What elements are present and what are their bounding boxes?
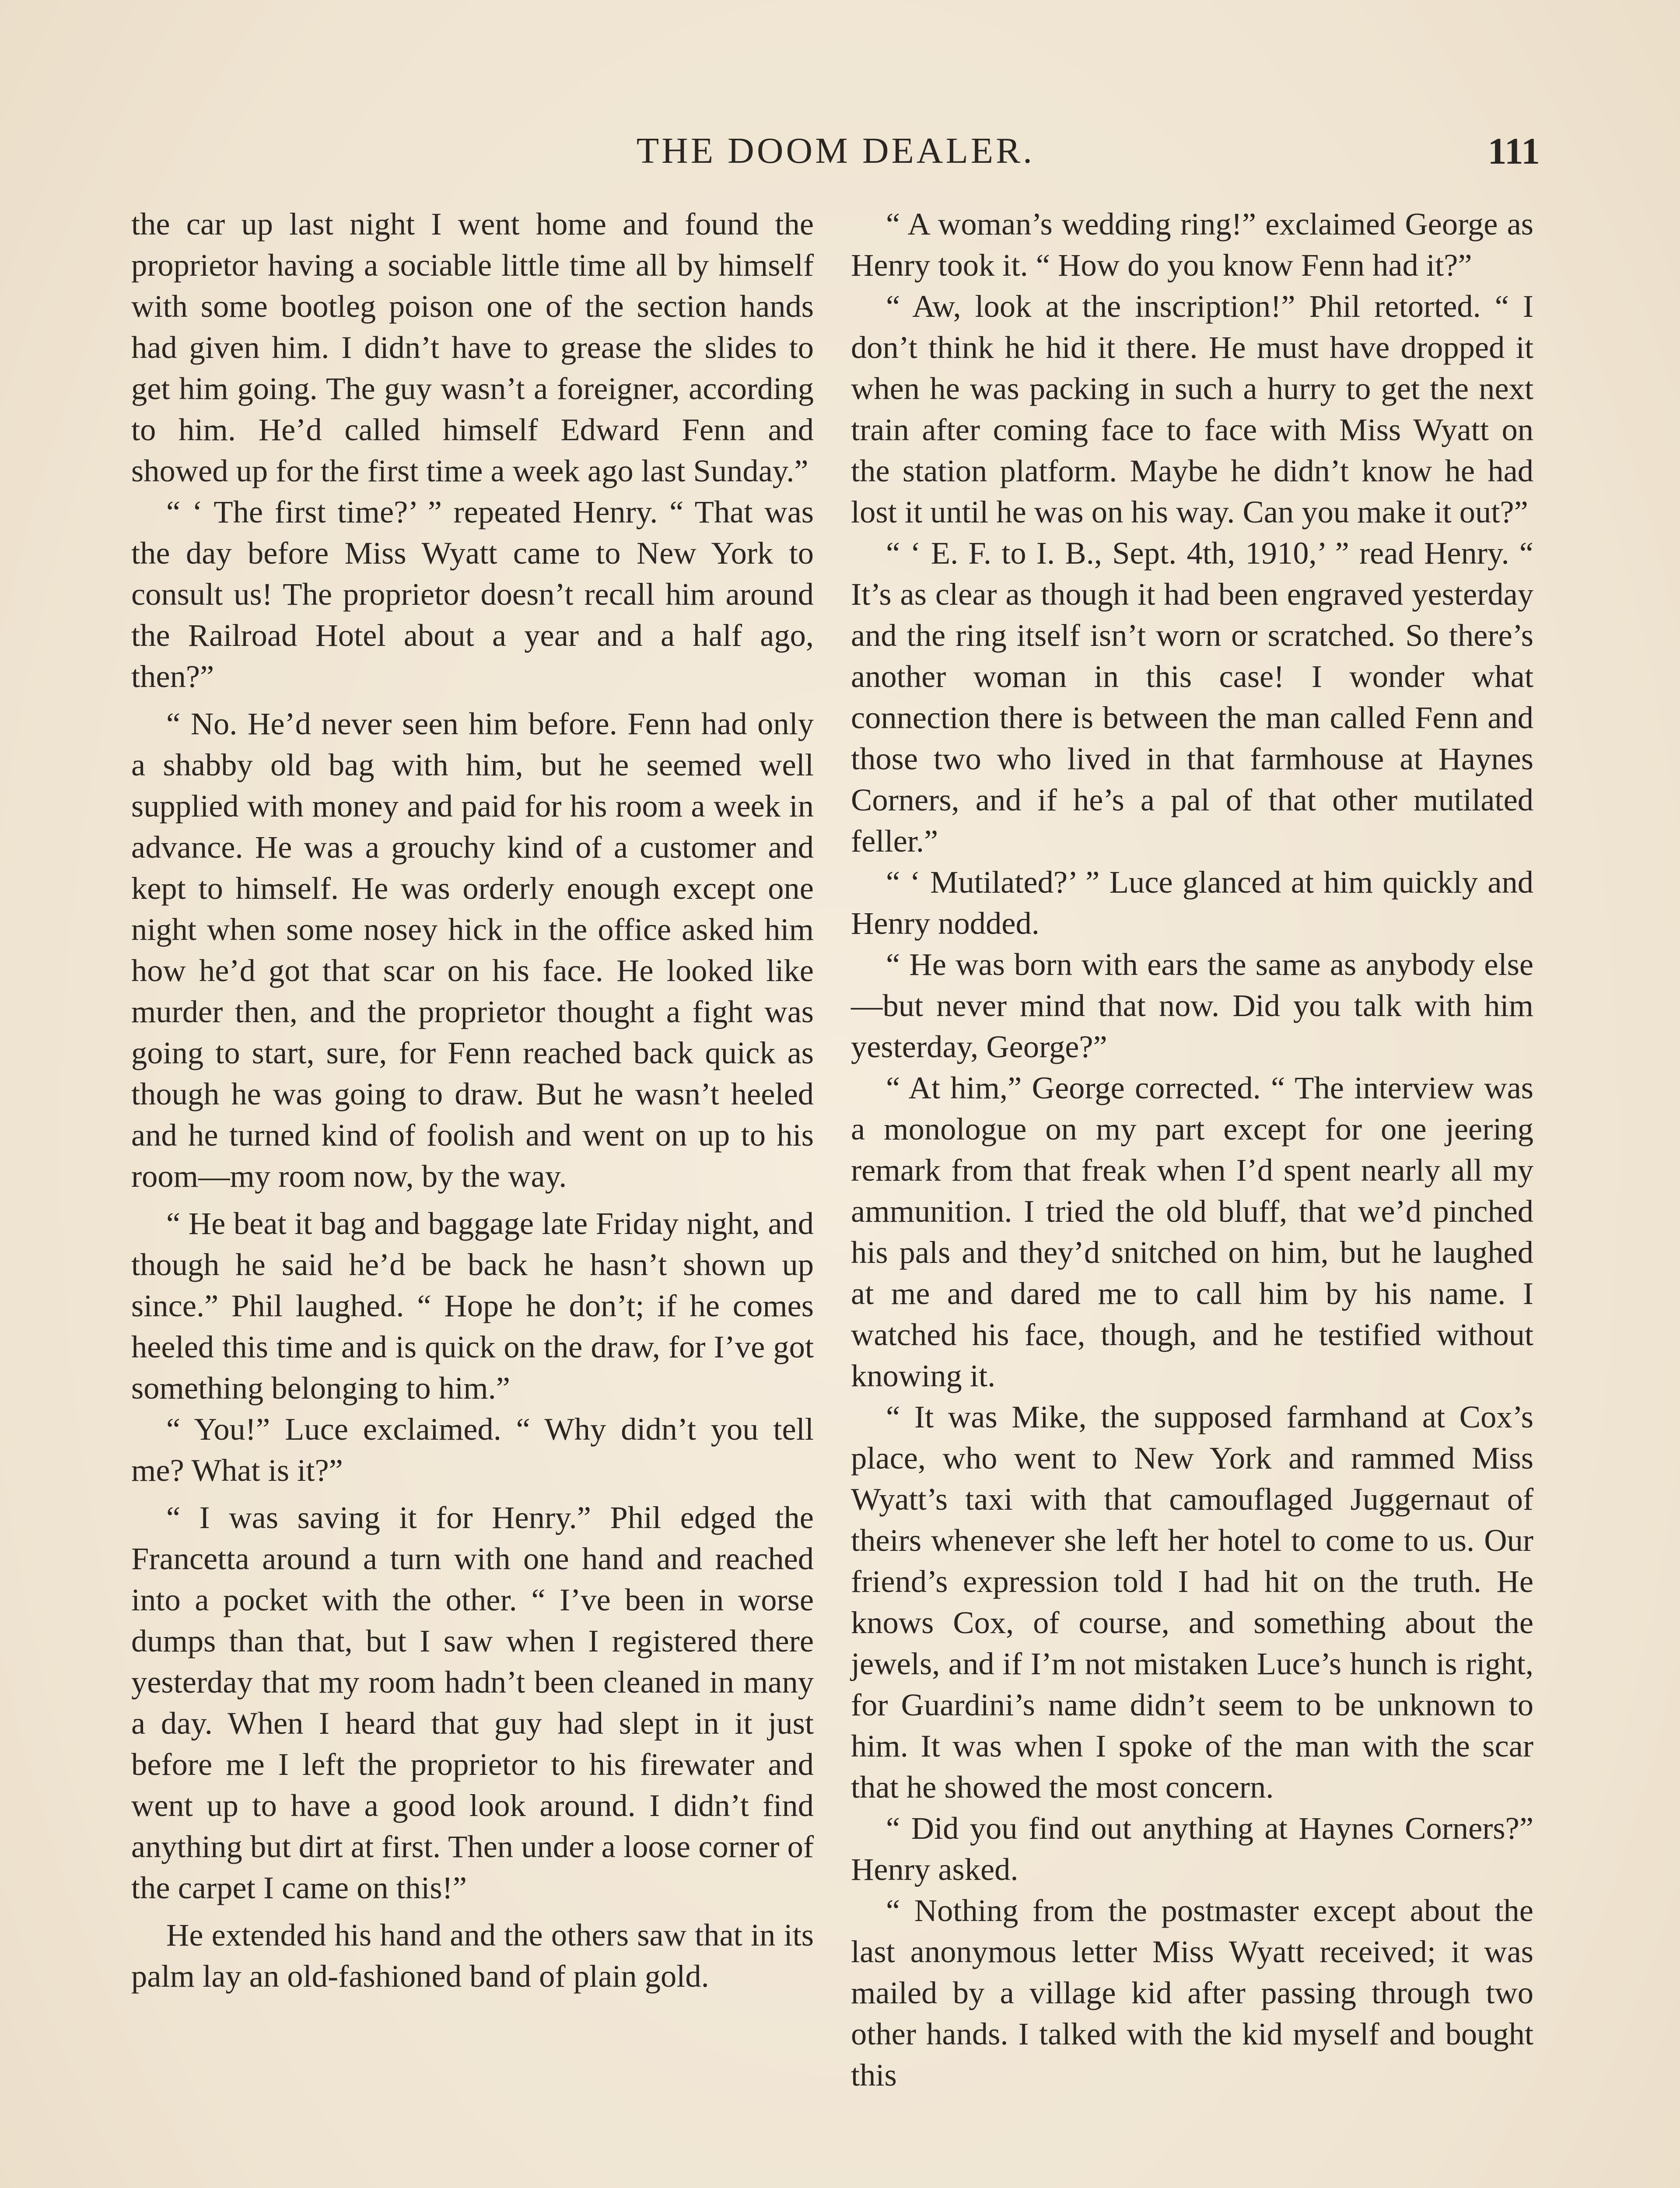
paragraph: “ Aw, look at the inscription!” Phil retorted. “ I don’t think he hid it there. He must have dropped it when he was packing in such a hurry to get the next train after coming face to face with Miss Wyatt on the station platform. Maybe he didn’t know he had lost it until he was on his way. Can you make it out?” <box>851 288 1533 529</box>
paragraph: “ He was born with ears the same as anybody else—but never mind that now. Did you talk with him yesterday, George?” <box>851 947 1533 1064</box>
paragraph: “ It was Mike, the supposed farmhand at Cox’s place, who went to New York and rammed Miss Wyatt’s taxi with that camouflaged Juggernaut of theirs whenever she left her hotel to come to us. Our friend’s expression told I had hit on the truth. He knows Cox, of course, and something about the jewels, and if I’m not mistaken Luce’s hunch is right, for Guardini’s name didn’t seem to be unknown to him. It was when I spoke of the man with the scar that he showed the most concern. <box>851 1399 1533 1805</box>
running-title: THE DOOM DEALER. <box>636 130 1035 171</box>
page-number: 111 <box>1488 130 1540 172</box>
paragraph: “ No. He’d never seen him before. Fenn had only a shabby old bag with him, but he seemed well supplied with money and paid for his room a week in advance. He was a grouchy kind of a customer and kept to himself. He was orderly enough except one night when some nosey hick in the office asked him how he’d got that scar on his face. He looked like murder then, and the proprietor thought a fight was going to start, sure, for Fenn reached back quick as though he was going to draw. But he wasn’t heeled and he turned kind of foolish and went on up to his room—my room now, by the way. <box>131 706 814 1194</box>
paragraph: “ ‘ The first time?’ ” repeated Henry. “ That was the day before Miss Wyatt came to New York to consult us! The proprietor doesn’t recall him around the Railroad Hotel about a year and a half ago, then?” <box>131 494 814 694</box>
paragraph: the car up last night I went home and found the proprietor having a sociable little time all by himself with some bootleg poison one of the section hands had given him. I didn’t have to grease the slides to get him going. The guy wasn’t a foreigner, according to him. He’d called himself Edward Fenn and showed up for the first time a week ago last Sunday.” <box>131 206 814 488</box>
paragraph: “ You!” Luce exclaimed. “ Why didn’t you tell me? What is it?” <box>131 1411 814 1488</box>
paragraph: “ A woman’s wedding ring!” exclaimed George as Henry took it. “ How do you know Fenn had it?” <box>851 206 1533 283</box>
running-head <box>131 127 1540 175</box>
paragraph: “ At him,” George corrected. “ The interview was a monologue on my part except for one jeering remark from that freak when I’d spent nearly all my ammunition. I tried the old bluff, that we’d pinched his pals and they’d snitched on him, but he laughed at me and dared me to call him by his name. I watched his face, though, and he testified without knowing it. <box>851 1070 1533 1393</box>
paragraph: “ ‘ Mutilated?’ ” Luce glanced at him quickly and Henry nodded. <box>851 864 1533 941</box>
paragraph: “ Nothing from the postmaster except about the last anonymous letter Miss Wyatt received; it was mailed by a village kid after passing through two other hands. I talked with the kid myself and bought this <box>851 1893 1533 2093</box>
left-text-column <box>131 203 814 1997</box>
right-text-column <box>851 203 1533 2096</box>
paragraph: “ He beat it bag and baggage late Friday night, and though he said he’d be back he hasn’t shown up since.” Phil laughed. “ Hope he don’t; if he comes heeled this time and is quick on the draw, for I’ve got something belonging to him.” <box>131 1206 814 1406</box>
paragraph: “ Did you find out anything at Haynes Corners?” Henry asked. <box>851 1810 1533 1887</box>
paragraph: He extended his hand and the others saw that in its palm lay an old-fashioned band of plain gold. <box>131 1917 814 1994</box>
paragraph: “ I was saving it for Henry.” Phil edged the Francetta around a turn with one hand and reached into a pocket with the other. “ I’ve been in worse dumps than that, but I saw when I registered there yesterday that my room hadn’t been cleaned in many a day. When I heard that guy had slept in it just before me I left the proprietor to his firewater and went up to have a good look around. I didn’t find anything but dirt at first. Then under a loose corner of the carpet I came on this!” <box>131 1500 814 1905</box>
paragraph: “ ‘ E. F. to I. B., Sept. 4th, 1910,’ ” read Henry. “ It’s as clear as though it had been engraved yesterday and the ring itself isn’t worn or scratched. So there’s another woman in this case! I wonder what connection there is between the man called Fenn and those two who lived in that farmhouse at Haynes Corners, and if he’s a pal of that other mutilated feller.” <box>851 535 1533 859</box>
